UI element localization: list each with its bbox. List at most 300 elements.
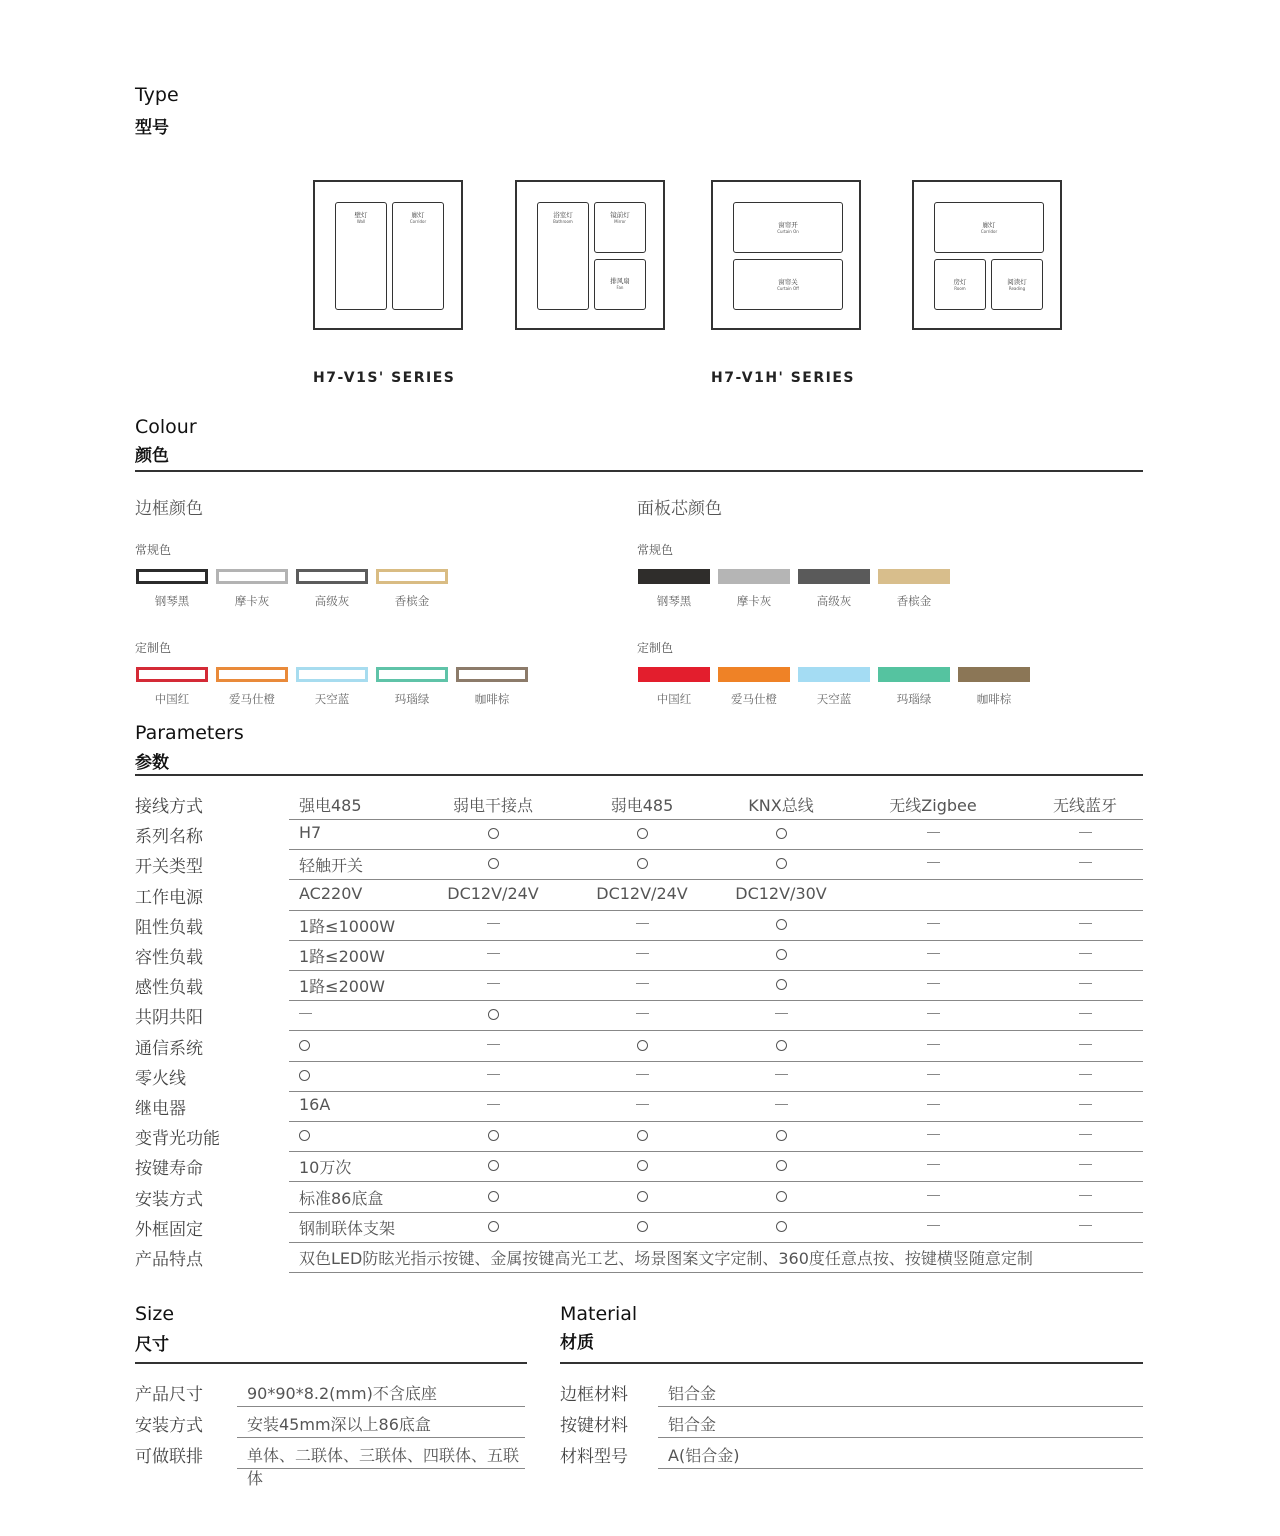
key-label-en: Reading <box>1008 286 1026 291</box>
circle-icon <box>776 949 787 960</box>
key-label-cn: 廊灯 <box>411 211 425 219</box>
dash-icon <box>927 953 940 954</box>
dash-icon <box>423 974 563 993</box>
circle-icon <box>776 858 787 869</box>
key-label-en: Mirror <box>614 219 626 224</box>
dash-icon <box>572 1004 712 1023</box>
dash-icon <box>863 853 1003 872</box>
key-label-cn: 镜前灯 <box>610 211 630 219</box>
core-regular-label: 常规色 <box>637 543 674 557</box>
key-label-en: Corridor <box>409 219 427 224</box>
size-title-en: Size <box>135 1303 175 1325</box>
dash-icon <box>1079 1225 1092 1226</box>
circle-icon <box>488 1221 499 1232</box>
dash-icon <box>927 1134 940 1135</box>
param-row <box>135 1122 1143 1152</box>
param-value: 弱电干接点 <box>452 796 533 815</box>
circle-icon <box>299 1125 439 1145</box>
colour-swatch <box>718 569 790 584</box>
dash-icon <box>299 1013 312 1014</box>
dash-icon <box>863 1035 1003 1054</box>
colour-swatch <box>296 667 368 682</box>
circle-icon <box>299 1040 310 1051</box>
dash-icon <box>711 1004 851 1023</box>
param-row <box>135 1092 1143 1122</box>
param-row <box>135 850 1143 880</box>
dash-icon <box>1015 823 1155 842</box>
dash-icon <box>487 983 500 984</box>
dash-icon <box>572 1095 712 1114</box>
param-value: 标准86底盒 <box>299 1188 384 1208</box>
frame-colour-title: 边框颜色 <box>135 499 203 519</box>
colour-swatch <box>638 569 710 584</box>
circle-icon <box>299 1035 439 1055</box>
dash-icon <box>572 944 712 963</box>
switch-panel-1 <box>313 180 463 330</box>
circle-icon <box>776 828 787 839</box>
colour-swatch-item <box>878 569 950 609</box>
param-row <box>135 1001 1143 1031</box>
dash-icon <box>927 1104 940 1105</box>
dash-icon <box>423 1095 563 1114</box>
colour-swatch <box>958 667 1030 682</box>
key-label-en: Curtain On <box>777 229 799 234</box>
param-value: H7 <box>299 823 322 843</box>
circle-icon <box>637 1130 648 1141</box>
circle-icon <box>637 828 648 839</box>
colour-swatch <box>136 667 208 682</box>
param-value: 弱电485 <box>610 796 674 815</box>
key-label-en: Wall <box>356 219 366 224</box>
colour-swatch-name: 爱马仕橙 <box>731 692 777 706</box>
circle-icon <box>572 1155 712 1175</box>
dash-icon <box>487 953 500 954</box>
panel-key <box>733 202 843 253</box>
param-label: 容性负载 <box>135 948 203 968</box>
param-label: 外框固定 <box>135 1219 203 1240</box>
key-label-cn: 阅读灯 <box>1007 278 1027 286</box>
dash-icon <box>1015 914 1155 933</box>
colour-swatch-item <box>638 569 710 609</box>
series-label-v1h: H7-V1H' SERIES <box>711 370 855 386</box>
dash-icon <box>487 1074 500 1075</box>
colour-swatch-item <box>376 569 448 609</box>
panel-key <box>594 202 646 253</box>
colour-swatch-name: 天空蓝 <box>816 692 852 706</box>
spec-row <box>560 1438 1143 1469</box>
dash-icon <box>636 1074 649 1075</box>
switch-panel-2 <box>515 180 665 330</box>
colour-swatch-item <box>136 569 208 609</box>
feature-value: 双色LED防眩光指示按键、金属按键高光工艺、场景图案文字定制、360度任意点按、按键横竖随意定制 <box>299 1249 1033 1268</box>
dash-icon <box>1079 832 1092 833</box>
dash-icon <box>775 1074 788 1075</box>
param-label: 通信系统 <box>135 1038 203 1059</box>
circle-icon <box>637 1040 648 1051</box>
param-row-feature <box>135 1243 1143 1273</box>
panel-key <box>392 202 444 310</box>
key-label-en: Fan <box>616 285 624 290</box>
key-label-cn: 廊灯 <box>982 221 996 229</box>
colour-swatch <box>376 667 448 682</box>
circle-icon <box>776 1160 787 1171</box>
key-label-en: Curtain Off <box>777 286 799 291</box>
param-value: 无线蓝牙 <box>1052 796 1117 815</box>
spec-label: 按键材料 <box>560 1416 628 1436</box>
param-row <box>135 1032 1143 1062</box>
spec-value: 铝合金 <box>668 1384 717 1403</box>
dash-icon <box>775 1104 788 1105</box>
colour-swatch-item <box>376 667 448 707</box>
spec-label: 安装方式 <box>135 1416 203 1436</box>
colour-swatch <box>456 667 528 682</box>
circle-icon <box>776 1130 787 1141</box>
dash-icon <box>927 1044 940 1045</box>
dash-icon <box>927 983 940 984</box>
colour-swatch-name: 香槟金 <box>896 594 932 608</box>
colour-swatch-name: 摩卡灰 <box>736 594 772 608</box>
dash-icon <box>423 1035 563 1054</box>
param-label: 零火线 <box>135 1068 186 1089</box>
colour-swatch <box>878 569 950 584</box>
param-value: 10万次 <box>299 1158 352 1178</box>
colour-swatch-name: 咖啡棕 <box>976 692 1012 706</box>
key-label-cn: 窗帘开 <box>778 221 798 229</box>
params-title-en: Parameters <box>135 722 244 744</box>
param-row <box>135 1213 1143 1243</box>
param-row <box>135 820 1143 850</box>
circle-icon <box>423 853 563 873</box>
dash-icon <box>863 914 1003 933</box>
param-value: AC220V <box>299 883 363 903</box>
dash-icon <box>927 1013 940 1014</box>
param-row <box>135 881 1143 911</box>
dash-icon <box>1015 974 1155 993</box>
param-row <box>135 1152 1143 1182</box>
colour-swatch-item <box>958 667 1030 707</box>
circle-icon <box>572 1125 712 1145</box>
colour-swatch-item <box>638 667 710 707</box>
colour-swatch-name: 玛瑙绿 <box>896 692 932 706</box>
panel-key <box>934 202 1044 253</box>
colour-swatch-name: 玛瑙绿 <box>394 692 430 706</box>
colour-swatch-item <box>216 569 288 609</box>
circle-icon <box>572 823 712 843</box>
core-colour-title: 面板芯颜色 <box>637 499 722 519</box>
panel-key <box>335 202 387 310</box>
param-value: 轻触开关 <box>299 856 364 876</box>
param-value: 钢制联体支架 <box>299 1218 396 1238</box>
dash-icon <box>423 944 563 963</box>
dash-icon <box>1079 953 1092 954</box>
colour-swatch-name: 香槟金 <box>394 594 430 608</box>
key-label-en: Room <box>954 286 966 291</box>
circle-icon <box>776 1040 787 1051</box>
colour-swatch-name: 爱马仕橙 <box>229 692 275 706</box>
param-label: 开关类型 <box>135 857 203 878</box>
colour-swatch-item <box>878 667 950 707</box>
spec-value: A(铝合金) <box>668 1446 740 1465</box>
dash-icon <box>423 1065 563 1084</box>
dash-icon <box>1079 1074 1092 1075</box>
param-value: 强电485 <box>299 796 362 815</box>
circle-icon <box>572 1186 712 1206</box>
spec-row <box>135 1407 525 1438</box>
dash-icon <box>927 923 940 924</box>
dash-icon <box>1079 1164 1092 1165</box>
param-value: DC12V/24V <box>447 883 539 903</box>
colour-swatch-item <box>216 667 288 707</box>
colour-swatch-name: 高级灰 <box>816 594 852 608</box>
circle-icon <box>423 1216 563 1236</box>
colour-swatch-name: 中国红 <box>154 692 190 706</box>
dash-icon <box>863 1095 1003 1114</box>
dash-icon <box>1015 1065 1155 1084</box>
dash-icon <box>1015 1095 1155 1114</box>
dash-icon <box>487 1104 500 1105</box>
panel-key <box>991 259 1043 310</box>
panel-key <box>594 259 646 310</box>
circle-icon <box>488 1191 499 1202</box>
param-row <box>135 790 1143 820</box>
param-row <box>135 1183 1143 1213</box>
spec-label: 可做联排 <box>135 1447 203 1467</box>
key-label-cn: 浴室灯 <box>553 211 573 219</box>
dash-icon <box>1015 1216 1155 1235</box>
dash-icon <box>863 974 1003 993</box>
colour-swatch <box>798 667 870 682</box>
colour-swatch <box>878 667 950 682</box>
dash-icon <box>1079 1134 1092 1135</box>
dash-icon <box>775 1013 788 1014</box>
colour-swatch-item <box>456 667 528 707</box>
circle-icon <box>711 974 851 994</box>
param-label: 变背光功能 <box>135 1129 220 1150</box>
param-label: 产品特点 <box>135 1250 203 1270</box>
circle-icon <box>637 1221 648 1232</box>
dash-icon <box>863 1004 1003 1023</box>
dash-icon <box>636 923 649 924</box>
colour-swatch <box>136 569 208 584</box>
param-row <box>135 1062 1143 1092</box>
param-value: 1路≤1000W <box>299 916 396 936</box>
param-value: DC12V/30V <box>735 883 827 903</box>
param-value: 无线Zigbee <box>889 796 977 815</box>
param-label: 继电器 <box>135 1099 186 1119</box>
circle-icon <box>711 914 851 934</box>
circle-icon <box>711 1155 851 1175</box>
circle-icon <box>572 1035 712 1055</box>
row-divider <box>289 1272 1143 1273</box>
dash-icon <box>927 1074 940 1075</box>
spec-row <box>135 1376 525 1407</box>
dash-icon <box>1079 983 1092 984</box>
colour-swatch-item <box>136 667 208 707</box>
dash-icon <box>863 944 1003 963</box>
series-label-v1s: H7-V1S' SERIES <box>313 370 456 386</box>
key-label-cn: 房灯 <box>953 278 967 286</box>
circle-icon <box>711 1186 851 1206</box>
circle-icon <box>423 1125 563 1145</box>
dash-icon <box>299 1004 439 1023</box>
circle-icon <box>488 858 499 869</box>
params-divider <box>135 774 1143 776</box>
type-title-cn: 型号 <box>135 118 169 138</box>
param-value: DC12V/24V <box>596 883 688 903</box>
param-value: KNX总线 <box>748 796 814 815</box>
key-label-cn: 壁灯 <box>354 211 368 219</box>
dash-icon <box>423 914 563 933</box>
colour-swatch <box>638 667 710 682</box>
circle-icon <box>637 858 648 869</box>
spec-value: 单体、二联体、三联体、四联体、五联体 <box>247 1446 520 1488</box>
dash-icon <box>927 1225 940 1226</box>
dash-icon <box>1079 1104 1092 1105</box>
param-value: 16A <box>299 1095 331 1114</box>
circle-icon <box>776 1221 787 1232</box>
core-custom-label: 定制色 <box>637 641 674 655</box>
param-label: 接线方式 <box>135 797 203 817</box>
spec-value: 安装45mm深以上86底盒 <box>247 1415 431 1434</box>
colour-divider <box>135 470 1143 472</box>
panel-key <box>537 202 589 310</box>
circle-icon <box>711 853 851 873</box>
circle-icon <box>423 1004 563 1024</box>
size-divider <box>135 1362 527 1364</box>
param-label: 按键寿命 <box>135 1159 203 1180</box>
colour-swatch-item <box>798 667 870 707</box>
spec-label: 产品尺寸 <box>135 1385 203 1405</box>
colour-swatch-item <box>296 569 368 609</box>
colour-swatch <box>216 569 288 584</box>
param-row <box>135 941 1143 971</box>
param-value: 1路≤200W <box>299 977 385 997</box>
dash-icon <box>636 1104 649 1105</box>
colour-swatch-item <box>798 569 870 609</box>
param-label: 阻性负载 <box>135 917 203 938</box>
dash-icon <box>1015 1035 1155 1054</box>
param-label: 感性负载 <box>135 978 203 999</box>
param-value: 1路≤200W <box>299 947 385 966</box>
circle-icon <box>711 823 851 843</box>
frame-custom-label: 定制色 <box>135 641 172 655</box>
circle-icon <box>637 1160 648 1171</box>
dash-icon <box>1079 1013 1092 1014</box>
panel-key <box>733 259 843 310</box>
circle-icon <box>299 1130 310 1141</box>
row-divider <box>237 1468 525 1469</box>
dash-icon <box>636 983 649 984</box>
circle-icon <box>488 1160 499 1171</box>
material-divider <box>560 1362 1143 1364</box>
dash-icon <box>1079 1195 1092 1196</box>
circle-icon <box>488 1130 499 1141</box>
material-title-en: Material <box>560 1303 638 1325</box>
colour-swatch <box>718 667 790 682</box>
colour-title-en: Colour <box>135 416 197 438</box>
row-divider <box>658 1468 1143 1469</box>
circle-icon <box>572 853 712 873</box>
colour-swatch-item <box>718 569 790 609</box>
colour-swatch-item <box>296 667 368 707</box>
param-row <box>135 971 1143 1001</box>
colour-swatch-name: 咖啡棕 <box>474 692 510 706</box>
dash-icon <box>1015 1125 1155 1144</box>
param-row <box>135 911 1143 941</box>
spec-row <box>560 1376 1143 1407</box>
spec-row <box>135 1438 525 1488</box>
dash-icon <box>572 1065 712 1084</box>
type-title-en: Type <box>135 84 179 106</box>
dash-icon <box>927 832 940 833</box>
colour-swatch-name: 高级灰 <box>314 594 350 608</box>
dash-icon <box>487 1044 500 1045</box>
panel-key <box>934 259 986 310</box>
param-label: 共阴共阳 <box>135 1008 203 1029</box>
colour-swatch <box>798 569 870 584</box>
circle-icon <box>572 1216 712 1236</box>
dash-icon <box>863 1186 1003 1205</box>
circle-icon <box>776 919 787 930</box>
circle-icon <box>488 828 499 839</box>
spec-row <box>560 1407 1143 1438</box>
key-label-en: Bathroom <box>553 219 573 224</box>
circle-icon <box>776 1191 787 1202</box>
circle-icon <box>423 1155 563 1175</box>
dash-icon <box>636 1013 649 1014</box>
colour-swatch-name: 钢琴黑 <box>154 594 190 608</box>
colour-swatch-name: 天空蓝 <box>314 692 350 706</box>
dash-icon <box>711 1065 851 1084</box>
dash-icon <box>1015 1186 1155 1205</box>
dash-icon <box>927 862 940 863</box>
circle-icon <box>423 823 563 843</box>
spec-value: 90*90*8.2(mm)不含底座 <box>247 1384 437 1403</box>
circle-icon <box>711 1216 851 1236</box>
spec-label: 边框材料 <box>560 1385 628 1405</box>
circle-icon <box>711 944 851 964</box>
circle-icon <box>299 1070 310 1081</box>
dash-icon <box>863 1216 1003 1235</box>
key-label-cn: 排风扇 <box>610 277 630 285</box>
dash-icon <box>1079 923 1092 924</box>
dash-icon <box>863 1125 1003 1144</box>
circle-icon <box>488 1009 499 1020</box>
colour-title-cn: 颜色 <box>135 446 169 466</box>
key-label-en: Corridor <box>980 229 998 234</box>
params-title-cn: 参数 <box>135 753 169 773</box>
dash-icon <box>863 1155 1003 1174</box>
dash-icon <box>636 953 649 954</box>
dash-icon <box>1015 1155 1155 1174</box>
colour-swatch <box>216 667 288 682</box>
circle-icon <box>299 1065 439 1085</box>
circle-icon <box>637 1191 648 1202</box>
dash-icon <box>1079 862 1092 863</box>
dash-icon <box>1015 944 1155 963</box>
size-title-cn: 尺寸 <box>135 1335 169 1355</box>
dash-icon <box>711 1095 851 1114</box>
circle-icon <box>711 1125 851 1145</box>
dash-icon <box>1015 1004 1155 1023</box>
dash-icon <box>863 1065 1003 1084</box>
colour-swatch-item <box>718 667 790 707</box>
dash-icon <box>927 1195 940 1196</box>
material-title-cn: 材质 <box>560 1333 594 1353</box>
param-label: 工作电源 <box>135 887 203 908</box>
dash-icon <box>572 974 712 993</box>
dash-icon <box>1015 853 1155 872</box>
